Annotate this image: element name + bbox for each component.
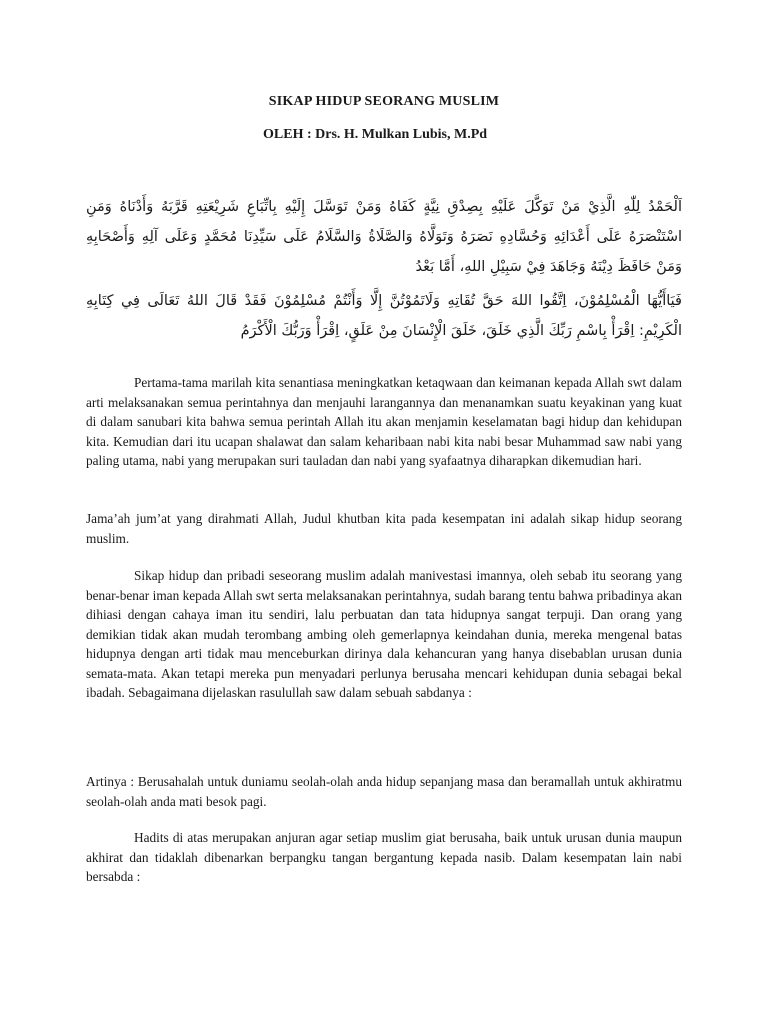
translation-paragraph: Artinya : Berusahalah untuk duniamu seolah-olah anda hidup sepanjang masa dan beramallah untuk akhiratmu seolah-olah anda mati besok pagi. — [86, 774, 682, 809]
arabic-paragraph: اَلْحَمْدُ لِلّٰهِ الَّذِيْ مَنْ تَوَكَّلَ عَلَيْهِ بِصِدْقِ نِيَّةٍ كَفَاهُ وَمَنْ تَوَسَّلَ إِلَيْهِ بِاتِّبَاعِ شَرِيْعَتِهِ قَرَّبَهُ وَأَدْنَاهُ وَمَنِ اسْتَنْصَرَهُ عَلَى أَعْدَائِهِ وَحُسَّادِهِ نَصَرَهُ وَتَوَلَّاهُ وَالصَّلَاةُ وَالسَّلَامُ عَلَى سَيِّدِنَا مُحَمَّدٍ وَعَلَى آلِهِ وَأَصْحَابِهِ وَمَنْ حَافَظَ دِيْنَهُ وَجَاهَدَ فِيْ سَبِيْلِ اللهِ، أَمَّا بَعْدُ — [86, 199, 682, 275]
author-byline: OLEH : Drs. H. Mulkan Lubis, M.Pd — [263, 127, 488, 142]
body-paragraph: Sikap hidup dan pribadi seseorang muslim adalah manivestasi imannya, oleh sebab itu seorang yang benar-benar iman kepada Allah swt serta melaksanakan perintahnya, sudah barang tentu bahwa pribadinya akan dihiasi dengan cahaya iman itu sendiri, lalu perbuatan dan tata hidupnya sangat terpuji. Dan orang yang demikian tidak akan mudah terombang ambing oleh gemerlapnya keindahan dunia, mereka mengenal batas hidupnya dengan arti tidak mau menceburkan dirinya dala kehancuran yang hanya disebablan urusan dunia semata-mata. Akan tetapi mereka pun menyadari perlunya berusaha mencari kehidupan dunia sebagai bekal ibadah. Sebagaimana dijelaskan rasulullah saw dalam sebuah sabdanya : — [86, 568, 682, 700]
body-paragraph: Hadits di atas merupakan anjuran agar setiap muslim giat berusaha, baik untuk urusan dunia maupun akhirat dan tidaklah dibenarkan berpangku tangan bergantung kepada nasib. Dalam kesempatan lain nabi bersabda : — [86, 830, 682, 884]
body-paragraph: Pertama-tama marilah kita senantiasa meningkatkan ketaqwaan dan keimanan kepada Allah swt dalam arti melaksanakan semua perintahnya dan menjauhi larangannya dan menanamkan suatu keyakinan yang kuat di dalam sanubari kita bahwa semua perintah Allah itu akan menjamin keselamatan bagi hidup dan kehidupan kita. Kemudian dari itu ucapan shalawat dan salam keharibaan nabi kita nabi besar Muhammad saw nabi yang paling utama, nabi yang merupakan suri tauladan dan nabi yang syafaatnya diharapkan dikemudian hari. — [86, 375, 682, 468]
arabic-paragraph: فَيَاأَيُّهَا الْمُسْلِمُوْنَ، اِتَّقُوا اللهَ حَقَّ تُقَاتِهِ وَلَاتَمُوْتُنَّ إِلَّا وَأَنْتُمْ مُسْلِمُوْنَ فَقَدْ قَالَ اللهُ تَعَالَى فِي كِتَابِهِ الْكَرِيْمِ: اِقْرَأْ بِاسْمِ رَبِّكَ الَّذِي خَلَقَ، خَلَقَ الْإِنْسَانَ مِنْ عَلَقٍ، اِقْرَأْ وَرَبُّكَ الْأَكْرَمُ — [86, 293, 682, 339]
document-title: SIKAP HIDUP SEORANG MUSLIM — [268, 94, 500, 109]
arabic-opening — [86, 192, 682, 346]
body-paragraph: Jama’ah jum’at yang dirahmati Allah, Judul khutban kita pada kesempatan ini adalah sikap hidup seorang muslim. — [86, 511, 682, 546]
